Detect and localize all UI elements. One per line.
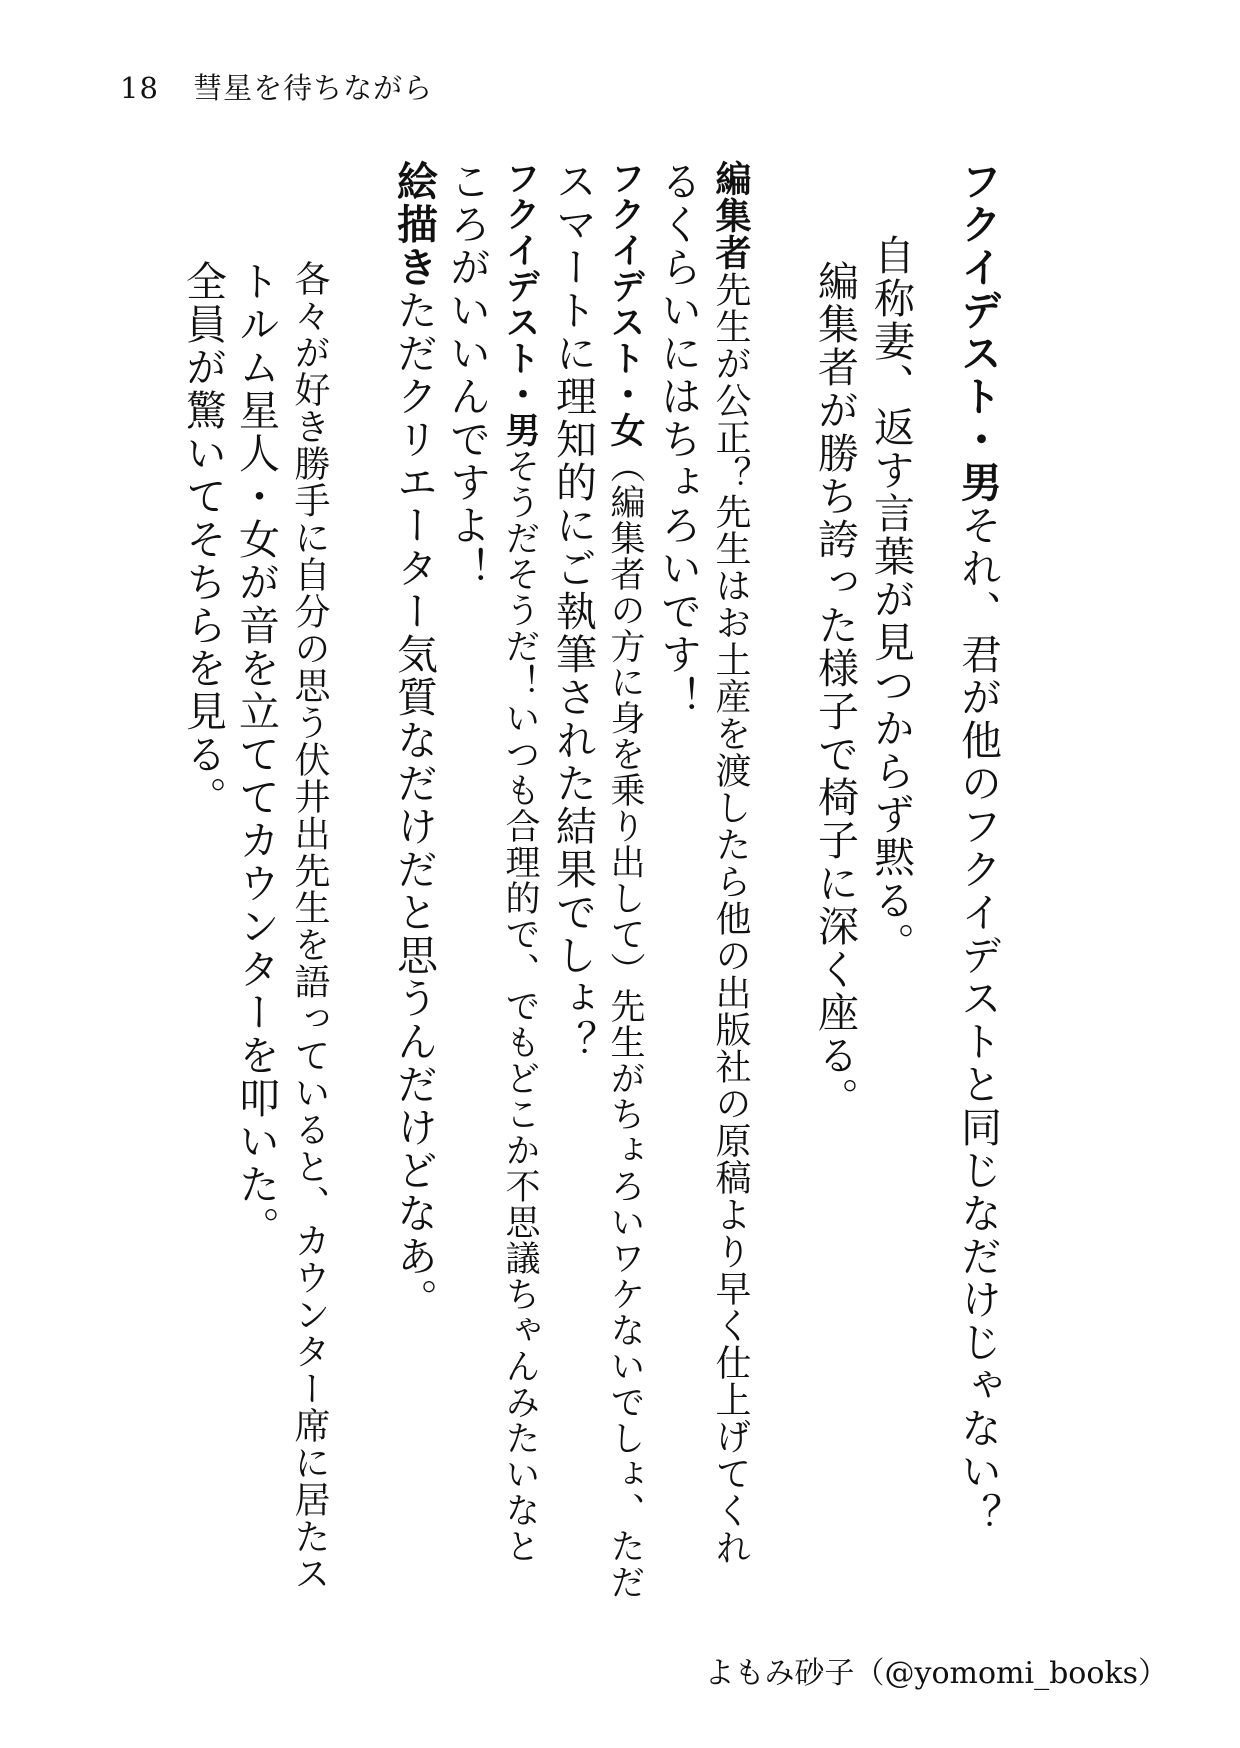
page-number: 18 bbox=[120, 71, 159, 105]
dialogue-text: るくらいにはちょろいです！ bbox=[654, 160, 702, 719]
speaker-name: フクイデスト・男 bbox=[500, 160, 540, 448]
script-line bbox=[707, 160, 753, 1566]
stage-direction bbox=[812, 260, 858, 1120]
dialogue-text: 先生が公正？先生はお土産を渡したら他の出版社の原稿より早く仕上げてくれ bbox=[710, 271, 751, 1566]
dialogue-text: それ、君が他のフクイデストと同じなだけじゃない？ bbox=[954, 504, 1002, 1536]
script-line bbox=[602, 160, 648, 1600]
dialogue-text: スマートに理知的にご執筆された結果でしょ？ bbox=[549, 160, 597, 1063]
author-credit: よもみ砂子（@yomomi_books） bbox=[704, 1656, 1168, 1691]
dialogue-text: そうだそうだ！いつも合理的で、でもどこか不思議ちゃんみたいなと bbox=[500, 448, 540, 1564]
direction-text: 自称妻、返す言葉が見つからず黙る。 bbox=[867, 234, 915, 965]
script-line bbox=[955, 160, 1001, 1536]
speaker-name: 編集者 bbox=[710, 160, 751, 271]
stage-direction bbox=[868, 234, 914, 965]
dialogue-continuation bbox=[550, 160, 596, 1063]
dialogue-text: ころがいいんですよ！ bbox=[443, 160, 491, 590]
direction-text: 各々が好き勝手に自分の思う伏井出先生を語っていると、カウンター席に居たス bbox=[289, 260, 330, 1592]
stage-direction bbox=[286, 260, 332, 1592]
speaker-name: 絵描き bbox=[390, 160, 438, 289]
dialogue-text: （編集者の方に身を乗り出して）先生がちょろいワケないでしょ、ただ bbox=[605, 448, 645, 1600]
dialogue-text: ただクリエーター気質なだけだと思うんだけどなあ。 bbox=[390, 289, 438, 1321]
dialogue-continuation bbox=[655, 160, 701, 719]
script-line bbox=[391, 160, 437, 1321]
stage-direction bbox=[180, 260, 226, 819]
stage-direction bbox=[233, 260, 279, 1249]
direction-text: 全員が驚いてそちらを見る。 bbox=[179, 260, 227, 819]
page-header bbox=[120, 66, 433, 107]
book-title: 彗星を待ちながら bbox=[193, 71, 434, 105]
direction-text: トルム星人・女が音を立ててカウンターを叩いた。 bbox=[232, 260, 280, 1249]
script-line bbox=[497, 160, 543, 1564]
direction-text: 編集者が勝ち誇った様子で椅子に深く座る。 bbox=[811, 260, 859, 1120]
dialogue-continuation bbox=[444, 160, 490, 590]
speaker-name: フクイデスト・男 bbox=[954, 160, 1002, 504]
speaker-name: フクイデスト・女 bbox=[605, 160, 645, 448]
